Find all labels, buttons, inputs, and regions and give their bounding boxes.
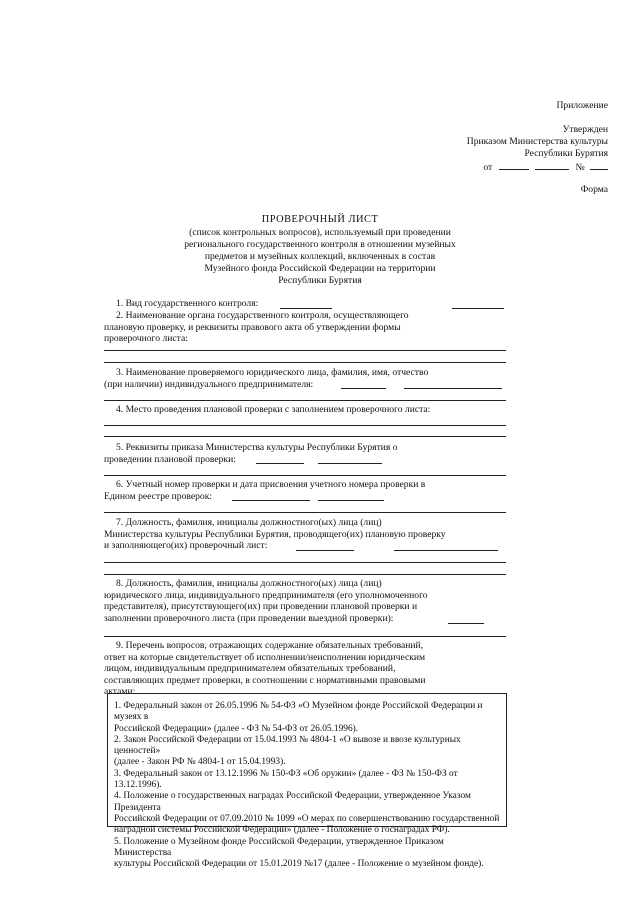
item-6-field-2[interactable]: [318, 500, 384, 501]
item-4-field-line[interactable]: [104, 425, 506, 426]
item-3-field-2[interactable]: [404, 388, 502, 389]
item-5-field-2[interactable]: [318, 463, 382, 464]
item-5-field-line[interactable]: [104, 475, 506, 476]
normative-acts-box: [107, 693, 507, 870]
act-line: Российской Федерации» (далее - ФЗ № 54-ФЗ от 26.05.1996).: [114, 723, 359, 734]
item-9: 9. Перечень вопросов, отражающих содержание обязательных требований, ответ на которые свидетельствует об исполнении/неисполнении юридическим лицом, индивидуальным предпринимателем обязательных требований, составляющих предмет проверки, в соотношении с нормативными правовыми актами:: [104, 640, 426, 698]
page-title: ПРОВЕРОЧНЫЙ ЛИСТ: [261, 214, 379, 225]
item-4-field-line[interactable]: [104, 436, 506, 437]
control-type-field-2[interactable]: [452, 308, 504, 309]
act-line: наградной системы Российской Федерации» (далее - Положение о госнаградах РФ).: [114, 825, 450, 836]
item-7-field-line[interactable]: [104, 562, 506, 563]
order-line: Приказом Министерства культуры: [466, 136, 608, 147]
item-3-field-line[interactable]: [104, 400, 506, 401]
act-line: культуры Российской Федерации от 15.01.2019 №17 (далее - Положение о музейном фонде).: [114, 859, 484, 870]
item-7-field[interactable]: [296, 550, 354, 551]
subtitle-line: предметов и музейных коллекций, включенных в состав: [204, 251, 436, 262]
date-number-line: [483, 160, 608, 174]
from-label: от: [483, 162, 493, 173]
item-3-field[interactable]: [341, 388, 386, 389]
date-month-field[interactable]: [535, 160, 569, 170]
act-line: 5. Положение о Музейном фонде Российской Федерации, утвержденное Приказом Министерства: [114, 836, 444, 858]
subtitle-line: Музейного фонда Российской Федерации на территории: [204, 263, 436, 274]
act-line: 4. Положение о государственных наградах Российской Федерации, утвержденное Указом Президента: [114, 791, 471, 813]
republic-line: Республики Бурятия: [524, 148, 608, 159]
number-label: №: [575, 162, 585, 173]
item-7: 7. Должность, фамилия, инициалы должностного(ых) лица (лиц) Министерства культуры Республики Бурятия, проводящего(их) плановую проверку и заполняющего(их) проверочный лист:: [104, 517, 446, 552]
item-8: 8. Должность, фамилия, инициалы должностного(ых) лица (лиц) юридического лица, индивидуального предпринимателя (его уполномоченного представителя), присутствующего(их) при проведении плановой проверки и заполнении проверочного листа (при проведении выездной проверки):: [104, 578, 428, 624]
subtitle-line: регионального государственного контроля в отношении музейных: [184, 239, 456, 250]
item-6: 6. Учетный номер проверки и дата присвоения учетного номера проверки в Едином реестре проверок:: [104, 479, 426, 502]
item-1-label: 1. Вид государственного контроля:: [116, 298, 259, 309]
approved-label: Утвержден: [562, 124, 608, 135]
item-8-field[interactable]: [448, 623, 484, 624]
act-line: (далее - Закон РФ № 4804-1 от 15.04.1993).: [114, 757, 286, 768]
control-type-field[interactable]: [280, 308, 332, 309]
appendix-label: Приложение: [556, 100, 608, 111]
act-line: 3. Федеральный закон от 13.12.1996 № 150-ФЗ «Об оружии» (далее - ФЗ № 150-ФЗ от 13.12.1996).: [114, 768, 458, 791]
subtitle-line: Республики Бурятия: [278, 275, 362, 286]
item-7-field-2[interactable]: [394, 550, 498, 551]
item-5: 5. Реквизиты приказа Министерства культуры Республики Бурятия о проведении плановой проверки:: [104, 442, 398, 465]
item-8-field-line[interactable]: [104, 636, 506, 637]
subtitle-line: (список контрольных вопросов), используемый при проведении: [189, 227, 451, 238]
item-6-field[interactable]: [232, 500, 310, 501]
order-number-field[interactable]: [590, 160, 608, 170]
item-2: 2. Наименование органа государственного контроля, осуществляющего плановую проверку, и реквизиты правового акта об утверждении формы проверочного листа:: [104, 310, 409, 345]
item-4-label: 4. Место проведения плановой проверки с заполнением проверочного листа:: [116, 404, 431, 415]
date-day-field[interactable]: [499, 160, 529, 170]
item-2-field-line[interactable]: [104, 362, 506, 363]
act-line: 1. Федеральный закон от 26.05.1996 № 54-ФЗ «О Музейном фонде Российской Федерации и музеях в: [114, 701, 483, 723]
item-5-field[interactable]: [256, 463, 304, 464]
item-3: 3. Наименование проверяемого юридического лица, фамилия, имя, отчество (при наличии) индивидуального предпринимателя:: [104, 367, 429, 390]
item-7-field-line[interactable]: [104, 574, 506, 575]
form-label: Форма: [580, 184, 608, 195]
item-6-field-line[interactable]: [104, 512, 506, 513]
act-line: Российской Федерации от 07.09.2010 № 1099 «О мерах по совершенствованию государственной: [114, 813, 500, 824]
item-2-field-line[interactable]: [104, 350, 506, 351]
act-line: 2. Закон Российской Федерации от 15.04.1993 № 4804-1 «О вывозе и ввозе культурных ценностей»: [114, 734, 461, 757]
